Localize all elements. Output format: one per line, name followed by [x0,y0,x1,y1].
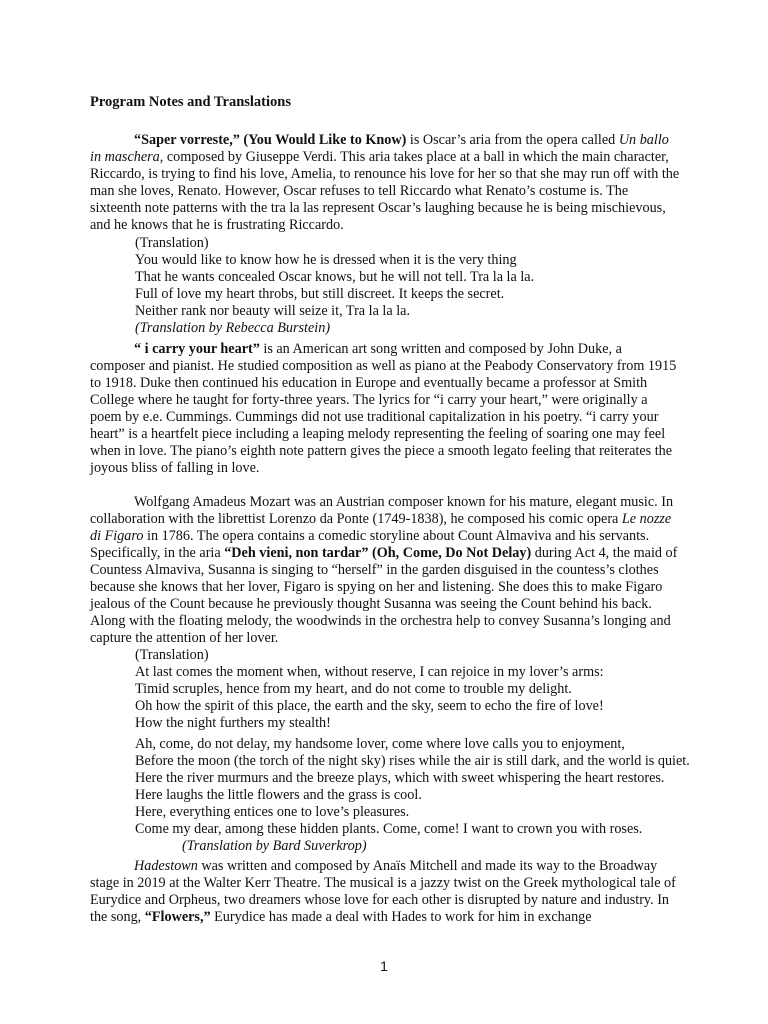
translation-line: At last comes the moment when, without reserve, I can rejoice in my lover’s arms: [135,664,604,680]
carry-title: “ i carry your heart” [134,341,260,357]
saper-opera-title: Un ballo in maschera, [90,132,669,165]
hadestown-title: Hadestown [134,858,198,874]
mozart-translation-1 [135,647,695,732]
translation-line: That he wants concealed Oscar knows, but he will not tell. Tra la la la. [135,269,535,285]
translation-line: Full of love my heart throbs, but still discreet. It keeps the secret. [135,286,505,302]
translation-credit: (Translation by Bard Suverkrop) [182,838,367,854]
saper-text-1: is Oscar’s aria from the opera called [406,132,619,148]
translation-line: Here laughs the little flowers and the grass is cool. [135,787,422,803]
translation-line: Neither rank nor beauty will seize it, Tra la la la. [135,303,410,319]
saper-paragraph [90,132,680,234]
translation-line: Timid scruples, hence from my heart, and do not come to trouble my delight. [135,681,572,697]
translation-line: How the night furthers my stealth! [135,715,331,731]
flowers-song-title: “Flowers,” [144,909,211,925]
carry-paragraph [90,341,680,477]
page-title: Program Notes and Translations [90,94,291,110]
mozart-opera-title: Le nozze di Figaro [90,511,672,544]
saper-text-2: composed by Giuseppe Verdi. This aria takes place at a ball in which the main character, Riccardo, is trying to find his love, Amelia, to renounce his love for her so that she may run off with the man she loves, Renato. However, Oscar refuses to tell Riccardo what Renato’s costume is. The sixteenth note patterns with the tra la las represent Oscar’s laughing because he is being mischievous, and he knows that he is frustrating Riccardo. [90,149,680,233]
hadestown-text-2: Eurydice has made a deal with Hades to work for him in exchange [210,909,592,925]
translation-line: Come my dear, among these hidden plants. Come, come! I want to crown you with roses. [135,821,643,837]
translation-line: Here the river murmurs and the breeze plays, which with sweet whispering the heart restores. [135,770,665,786]
translation-label: (Translation) [135,647,209,663]
page-number: 1 [380,958,388,974]
translation-line: Here, everything entices one to love’s pleasures. [135,804,410,820]
mozart-paragraph [90,494,680,647]
translation-line: Oh how the spirit of this place, the earth and the sky, seem to echo the fire of love! [135,698,604,714]
translation-line: You would like to know how he is dressed when it is the very thing [135,252,517,268]
carry-text: is an American art song written and composed by John Duke, a composer and pianist. He studied composition as well as piano at the Peabody Conservatory from 1915 to 1918. Duke then continued his education in Europe and eventually became a professor at Smith College where he taught for forty-three years. The lyrics for “i carry your heart,” were originally a poem by e.e. Cummings. Cummings did not use traditional capitalization in his poetry. “i carry your heart” is a heartfelt piece including a leaping melody representing the feeling of soaring one may feel when in love. The piano’s eighth note pattern gives the piece a smooth legato feeling that reiterates the joyous bliss of falling in love. [90,341,677,476]
saper-translation [135,235,695,337]
hadestown-text-1: was written and composed by Anaïs Mitchell and made its way to the Broadway stage in 2019 at the Walter Kerr Theatre. The musical is a jazzy twist on the Greek mythological tale of Eurydice and Orpheus, two dreamers whose love for each other is disrupted by nature and industry. In the song, [90,858,676,925]
translation-line: Before the moon (the torch of the night sky) rises while the air is still dark, and the world is quiet. [135,753,690,769]
mozart-aria-title: “Deh vieni, non tardar” (Oh, Come, Do Not Delay) [224,545,532,561]
saper-title: “Saper vorreste,” (You Would Like to Know) [134,132,407,148]
mozart-text-2: in 1786. The opera contains a comedic storyline about Count Almaviva and his servants. Specifically, in the aria [90,528,650,561]
mozart-translation-2 [135,736,695,855]
translation-label: (Translation) [135,235,209,251]
hadestown-paragraph [90,858,680,926]
translation-credit: (Translation by Rebecca Burstein) [135,320,331,336]
mozart-text-3: during Act 4, the maid of Countess Almaviva, Susanna is singing to “herself” in the garden disguised in the countess’s clothes because she knows that her lover, Figaro is spying on her and listening. She does this to make Figaro jealous of the Count because he previously thought Susanna was seeing the Count behind his back. Along with the floating melody, the woodwinds in the orchestra help to convey Susanna’s longing and capture the attention of her lover. [90,545,678,646]
mozart-text-1: Wolfgang Amadeus Mozart was an Austrian composer known for his mature, elegant music. In collaboration with the librettist Lorenzo da Ponte (1749-1838), he composed his comic opera [90,494,674,527]
translation-line: Ah, come, do not delay, my handsome lover, come where love calls you to enjoyment, [135,736,625,752]
